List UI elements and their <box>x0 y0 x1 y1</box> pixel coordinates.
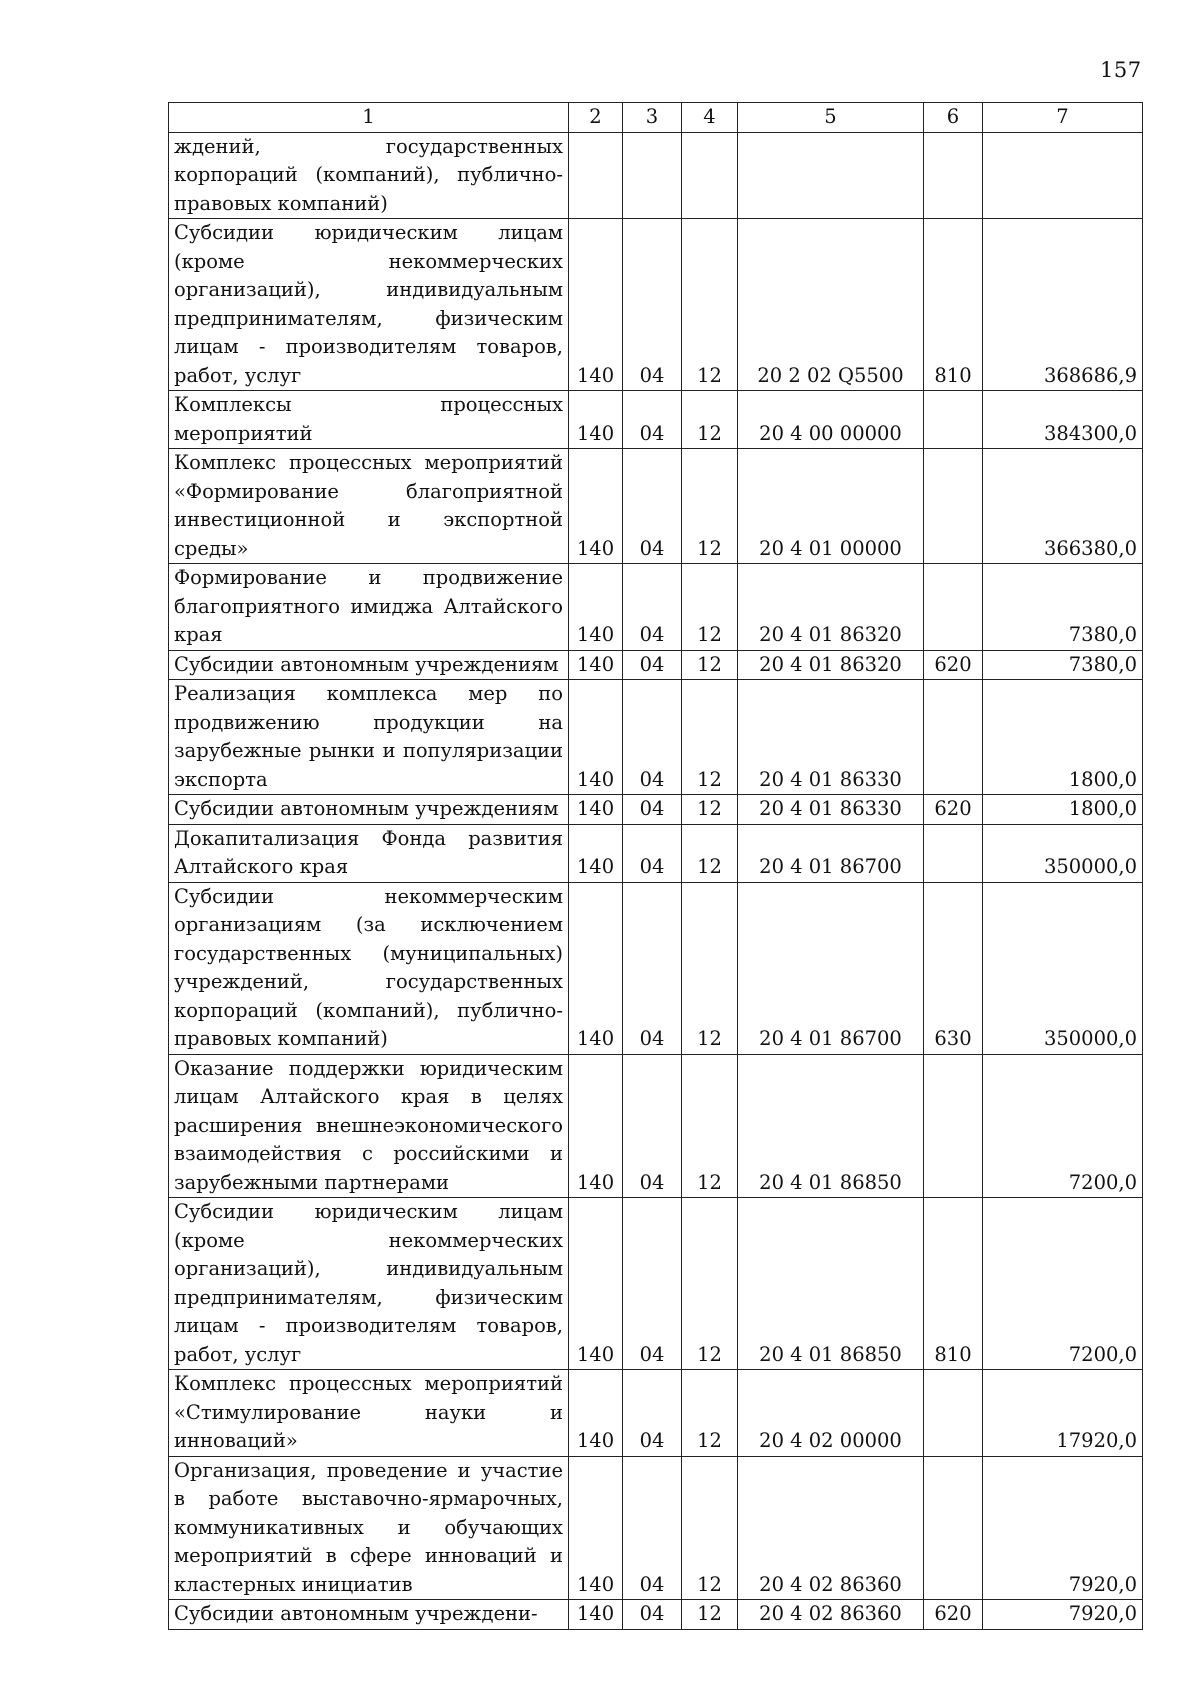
table-row <box>169 219 1143 391</box>
cell-name: Субсидии юридическим лицам (кроме некоммерческих организаций), индивидуальным предпринимателям, физическим лицам - производителям товаров, работ, услуг <box>169 1198 569 1370</box>
cell-col4: 12 <box>682 1198 738 1370</box>
cell-col6 <box>924 132 983 219</box>
table-row <box>169 1370 1143 1457</box>
table-row <box>169 680 1143 795</box>
cell-name: Субсидии автономным учреждениям <box>169 795 569 825</box>
cell-col6 <box>924 1456 983 1600</box>
cell-col6: 810 <box>924 219 983 391</box>
cell-col3: 04 <box>623 882 682 1054</box>
cell-amount: 384300,0 <box>983 391 1143 449</box>
cell-col2: 140 <box>569 564 623 651</box>
cell-col3: 04 <box>623 650 682 680</box>
column-header: 5 <box>738 103 924 133</box>
cell-code: 20 4 00 00000 <box>738 391 924 449</box>
cell-name: Формирование и продвижение благоприятного имиджа Алтайского края <box>169 564 569 651</box>
cell-col3: 04 <box>623 449 682 564</box>
table-row <box>169 824 1143 882</box>
cell-code <box>738 132 924 219</box>
cell-code: 20 4 02 00000 <box>738 1370 924 1457</box>
cell-amount: 7200,0 <box>983 1054 1143 1198</box>
cell-col6: 810 <box>924 1198 983 1370</box>
cell-code: 20 4 01 86320 <box>738 650 924 680</box>
cell-code: 20 4 02 86360 <box>738 1600 924 1630</box>
cell-name: Субсидии некоммерческим организациям (за исключением государственных (муниципальных) учреждений, государственных корпораций (компаний), публично-правовых компаний) <box>169 882 569 1054</box>
cell-name: Комплекс процессных мероприятий «Формирование благоприятной инвестиционной и экспортной среды» <box>169 449 569 564</box>
cell-col6 <box>924 824 983 882</box>
cell-code: 20 4 01 86700 <box>738 824 924 882</box>
cell-code: 20 4 01 86320 <box>738 564 924 651</box>
cell-amount: 7920,0 <box>983 1456 1143 1600</box>
cell-amount: 350000,0 <box>983 882 1143 1054</box>
cell-col3: 04 <box>623 1054 682 1198</box>
cell-col2: 140 <box>569 824 623 882</box>
cell-code: 20 4 01 00000 <box>738 449 924 564</box>
cell-col3: 04 <box>623 1370 682 1457</box>
cell-name: Реализация комплекса мер по продвижению продукции на зарубежные рынки и популяризации экспорта <box>169 680 569 795</box>
cell-col3: 04 <box>623 564 682 651</box>
cell-name: Субсидии юридическим лицам (кроме некоммерческих организаций), индивидуальным предпринимателям, физическим лицам - производителям товаров, работ, услуг <box>169 219 569 391</box>
header-row <box>169 103 1143 133</box>
cell-name: ждений, государственных корпораций (компаний), публично-правовых компаний) <box>169 132 569 219</box>
cell-col4: 12 <box>682 824 738 882</box>
cell-code: 20 4 01 86850 <box>738 1198 924 1370</box>
page-number: 157 <box>1100 58 1142 82</box>
cell-name: Организация, проведение и участие в работе выставочно-ярмарочных, коммуникативных и обучающих мероприятий в сфере инноваций и кластерных инициатив <box>169 1456 569 1600</box>
cell-amount: 350000,0 <box>983 824 1143 882</box>
cell-code: 20 4 02 86360 <box>738 1456 924 1600</box>
cell-col4 <box>682 132 738 219</box>
cell-col2: 140 <box>569 680 623 795</box>
cell-col2: 140 <box>569 882 623 1054</box>
cell-col2: 140 <box>569 795 623 825</box>
table-row <box>169 564 1143 651</box>
cell-col4: 12 <box>682 1370 738 1457</box>
cell-col2: 140 <box>569 1456 623 1600</box>
cell-col4: 12 <box>682 1054 738 1198</box>
table-body <box>169 132 1143 1629</box>
cell-col6: 630 <box>924 882 983 1054</box>
cell-col3: 04 <box>623 680 682 795</box>
cell-col3: 04 <box>623 1456 682 1600</box>
cell-col6 <box>924 564 983 651</box>
cell-col6 <box>924 1370 983 1457</box>
cell-amount: 7200,0 <box>983 1198 1143 1370</box>
cell-amount: 368686,9 <box>983 219 1143 391</box>
cell-code: 20 4 01 86850 <box>738 1054 924 1198</box>
cell-col6 <box>924 680 983 795</box>
column-header: 7 <box>983 103 1143 133</box>
cell-col3: 04 <box>623 824 682 882</box>
cell-col2: 140 <box>569 1370 623 1457</box>
table-row <box>169 1600 1143 1630</box>
cell-col4: 12 <box>682 449 738 564</box>
table-row <box>169 1198 1143 1370</box>
cell-col6: 620 <box>924 1600 983 1630</box>
cell-col6 <box>924 1054 983 1198</box>
cell-code: 20 4 01 86330 <box>738 680 924 795</box>
column-header: 3 <box>623 103 682 133</box>
table-row <box>169 449 1143 564</box>
cell-amount: 7920,0 <box>983 1600 1143 1630</box>
table-row <box>169 1054 1143 1198</box>
column-header: 6 <box>924 103 983 133</box>
cell-code: 20 2 02 Q5500 <box>738 219 924 391</box>
cell-col6: 620 <box>924 795 983 825</box>
table-row <box>169 882 1143 1054</box>
cell-amount: 1800,0 <box>983 680 1143 795</box>
cell-col4: 12 <box>682 1600 738 1630</box>
cell-name: Оказание поддержки юридическим лицам Алтайского края в целях расширения внешнеэкономического взаимодействия с российскими и зарубежными партнерами <box>169 1054 569 1198</box>
cell-name: Комплексы процессных мероприятий <box>169 391 569 449</box>
cell-col4: 12 <box>682 391 738 449</box>
cell-col4: 12 <box>682 219 738 391</box>
cell-col3: 04 <box>623 1198 682 1370</box>
cell-col2: 140 <box>569 1198 623 1370</box>
cell-col2: 140 <box>569 391 623 449</box>
table-row <box>169 795 1143 825</box>
cell-col2: 140 <box>569 1600 623 1630</box>
cell-col3 <box>623 132 682 219</box>
cell-col2: 140 <box>569 219 623 391</box>
cell-name: Субсидии автономным учреждениям <box>169 650 569 680</box>
cell-col2: 140 <box>569 449 623 564</box>
cell-amount: 366380,0 <box>983 449 1143 564</box>
column-header: 2 <box>569 103 623 133</box>
cell-code: 20 4 01 86700 <box>738 882 924 1054</box>
cell-col2 <box>569 132 623 219</box>
cell-col3: 04 <box>623 795 682 825</box>
cell-col6 <box>924 449 983 564</box>
cell-amount: 17920,0 <box>983 1370 1143 1457</box>
cell-col4: 12 <box>682 650 738 680</box>
cell-name: Субсидии автономным учреждени- <box>169 1600 569 1630</box>
cell-amount <box>983 132 1143 219</box>
cell-col3: 04 <box>623 1600 682 1630</box>
cell-amount: 7380,0 <box>983 650 1143 680</box>
cell-col6: 620 <box>924 650 983 680</box>
table-row <box>169 132 1143 219</box>
column-header: 4 <box>682 103 738 133</box>
table-row <box>169 1456 1143 1600</box>
cell-col6 <box>924 391 983 449</box>
cell-name: Докапитализация Фонда развития Алтайского края <box>169 824 569 882</box>
column-header: 1 <box>169 103 569 133</box>
cell-col4: 12 <box>682 882 738 1054</box>
cell-code: 20 4 01 86330 <box>738 795 924 825</box>
table-row <box>169 391 1143 449</box>
cell-col4: 12 <box>682 1456 738 1600</box>
cell-col4: 12 <box>682 680 738 795</box>
cell-col2: 140 <box>569 650 623 680</box>
cell-amount: 7380,0 <box>983 564 1143 651</box>
cell-col4: 12 <box>682 795 738 825</box>
cell-col3: 04 <box>623 219 682 391</box>
cell-col4: 12 <box>682 564 738 651</box>
table-row <box>169 650 1143 680</box>
cell-col3: 04 <box>623 391 682 449</box>
cell-amount: 1800,0 <box>983 795 1143 825</box>
cell-col2: 140 <box>569 1054 623 1198</box>
cell-name: Комплекс процессных мероприятий «Стимулирование науки и инноваций» <box>169 1370 569 1457</box>
budget-table <box>168 102 1143 1630</box>
